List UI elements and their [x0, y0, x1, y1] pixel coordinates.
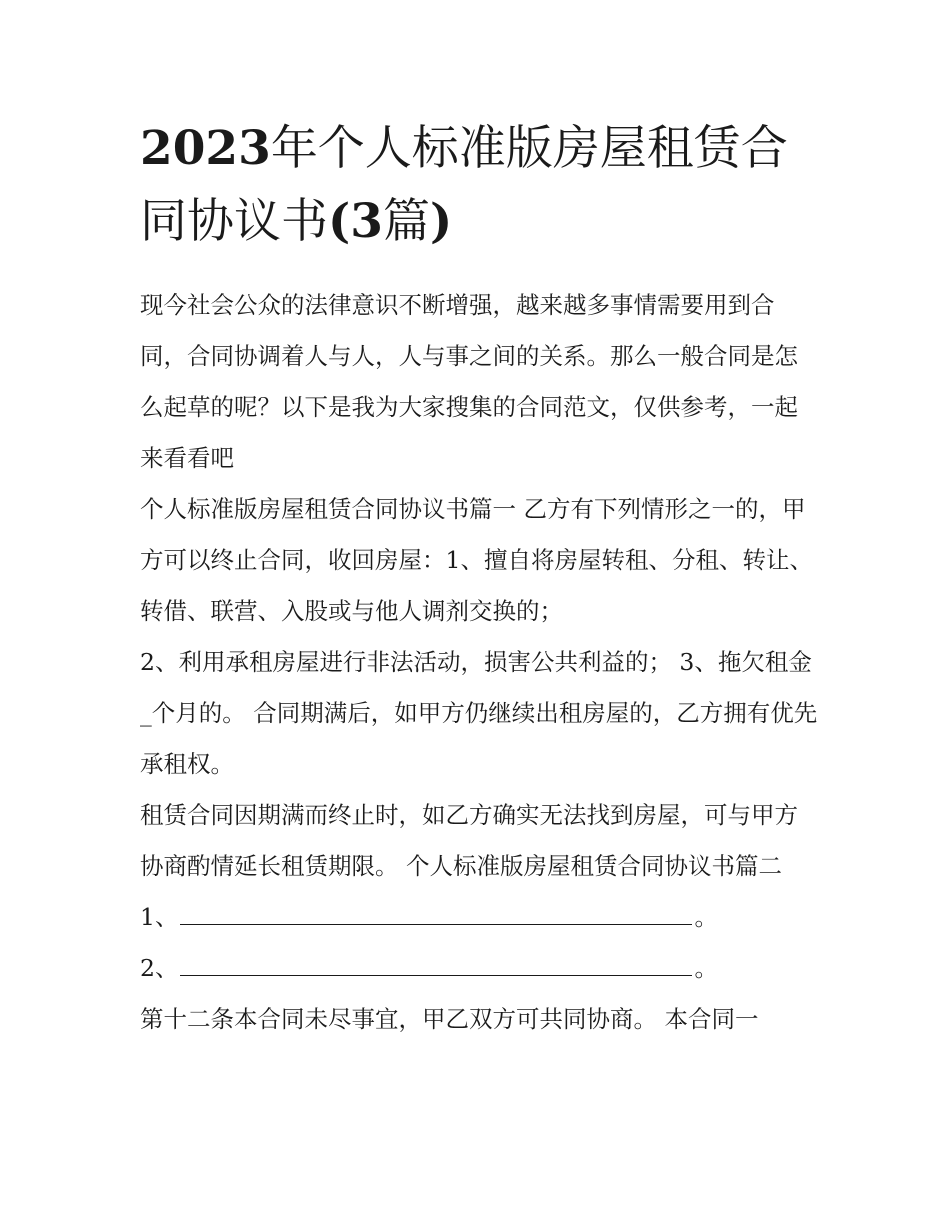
paragraph-part1-clauses: 2、利用承租房屋进行非法活动，损害公共利益的； 3、拖欠租金_个月的。 合同期满后，如甲方仍继续出租房屋的，乙方拥有优先承租权。 [140, 648, 818, 778]
paragraph-article-12: 第十二条本合同未尽事宜，甲乙双方可共同协商。 本合同一 [140, 1005, 759, 1033]
paragraph-intro: 现今社会公众的法律意识不断增强，越来越多事情需要用到合同，合同协调着人与人，人与事之间的关系。那么一般合同是怎么起草的呢？以下是我为大家搜集的合同范文，仅供参考，一起来看看吧 [140, 291, 798, 472]
title-paren-count: (3 [328, 194, 383, 249]
title-line2: 同协议书 [140, 194, 328, 249]
title-paren-close: ) [429, 194, 453, 249]
title-year: 2023 [140, 121, 271, 176]
blank-item-2-underline [180, 947, 692, 976]
blank-item-1-underline [180, 896, 692, 925]
blank-item-2-prefix: 2、 [140, 954, 179, 982]
blank-item-2-suffix: 。 [694, 954, 718, 982]
blank-item-1-suffix: 。 [694, 903, 718, 931]
blank-item-2 [140, 943, 820, 994]
blank-item-1-prefix: 1、 [140, 903, 179, 931]
blank-item-1 [140, 892, 820, 943]
title-line1: 年个人标准版房屋租赁合 [270, 121, 788, 176]
title-pian: 篇 [382, 194, 430, 249]
document-page [140, 112, 820, 1045]
paragraph-part1: 个人标准版房屋租赁合同协议书篇一 乙方有下列情形之一的，甲方可以终止合同，收回房屋：1、擅自将房屋转租、分租、转让、转借、联营、入股或与他人调剂交换的； [140, 495, 813, 625]
paragraph-part2-intro: 租赁合同因期满而终止时，如乙方确实无法找到房屋，可与甲方协商酌情延长租赁期限。 个人标准版房屋租赁合同协议书篇二 [140, 801, 798, 880]
document-title [140, 112, 820, 258]
document-body [140, 280, 820, 1045]
